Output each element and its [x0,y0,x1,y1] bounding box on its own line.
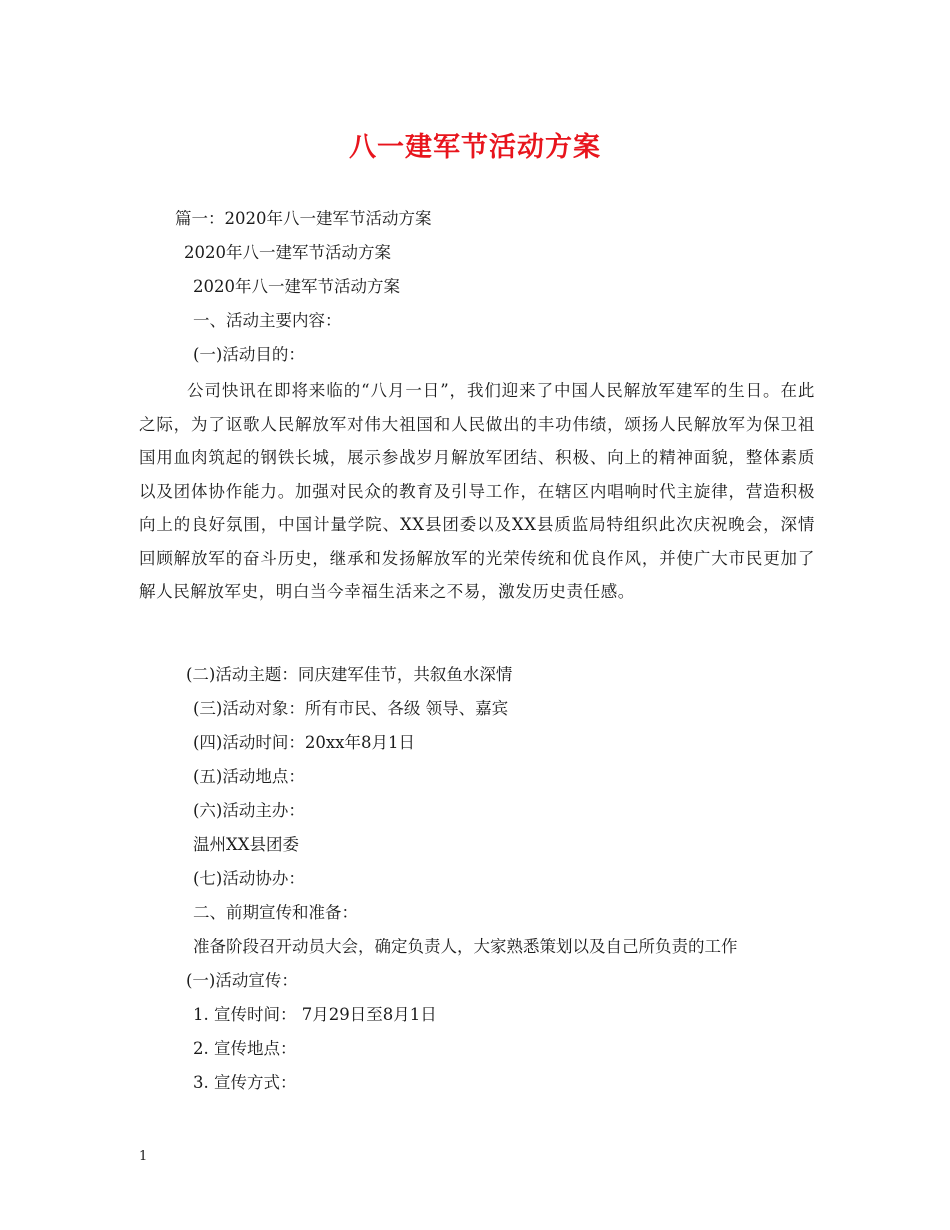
text-line: 2. 宣传地点： [193,1039,297,1058]
text-line: 篇一：2020年八一建军节活动方案 [175,209,432,228]
text-line: 准备阶段召开动员大会，确定负责人，大家熟悉策划以及自己所负责的工作 [193,937,738,956]
text-line: (二)活动主题：同庆建军佳节，共叙鱼水深情 [186,665,513,684]
text-line: (七)活动协办： [193,869,305,888]
text-line: 2020年八一建军节活动方案 [193,277,400,296]
document-title: 八一建军节活动方案 [349,132,601,163]
text-line: 二、前期宣传和准备： [193,903,358,922]
text-line: 1. 宣传时间： 7月29日至8月1日 [193,1005,437,1024]
text-line: (四)活动时间：20xx年8月1日 [193,733,415,752]
text-line: 2020年八一建军节活动方案 [184,243,391,262]
text-line: (六)活动主办： [193,801,305,820]
text-line: (一)活动宣传： [186,971,298,990]
text-line: (一)活动目的： [193,345,305,364]
text-line: 一、活动主要内容： [193,311,342,330]
text-line: 3. 宣传方式： [193,1073,297,1092]
text-line: (五)活动地点： [193,767,305,786]
text-line: (三)活动对象：所有市民、各级 领导、嘉宾 [193,699,509,718]
body-paragraph: 公司快讯在即将来临的“八月一日”，我们迎来了中国人民解放军建军的生日。在此之际，为了讴歌人民解放军对伟大祖国和人民做出的丰功伟绩，颂扬人民解放军为保卫祖国用血肉筑起的钢铁长城，展示参战岁月解放军团结、积极、向上的精神面貌，整体素质以及团体协作能力。加强对民众的教育及引导工作，在辖区内唱响时代主旋律，营造积极向上的良好氛围，中国计量学院、XX县团委以及XX县质监局特组织此次庆祝晚会，深情回顾解放军的奋斗历史，继承和发扬解放军的光荣传统和优良作风，并使广大市民更加了解人民解放军史，明白当今幸福生活来之不易，激发历史责任感。 [139,381,815,601]
text-line: 温州XX县团委 [193,835,299,854]
page-number: 1 [139,1149,148,1164]
